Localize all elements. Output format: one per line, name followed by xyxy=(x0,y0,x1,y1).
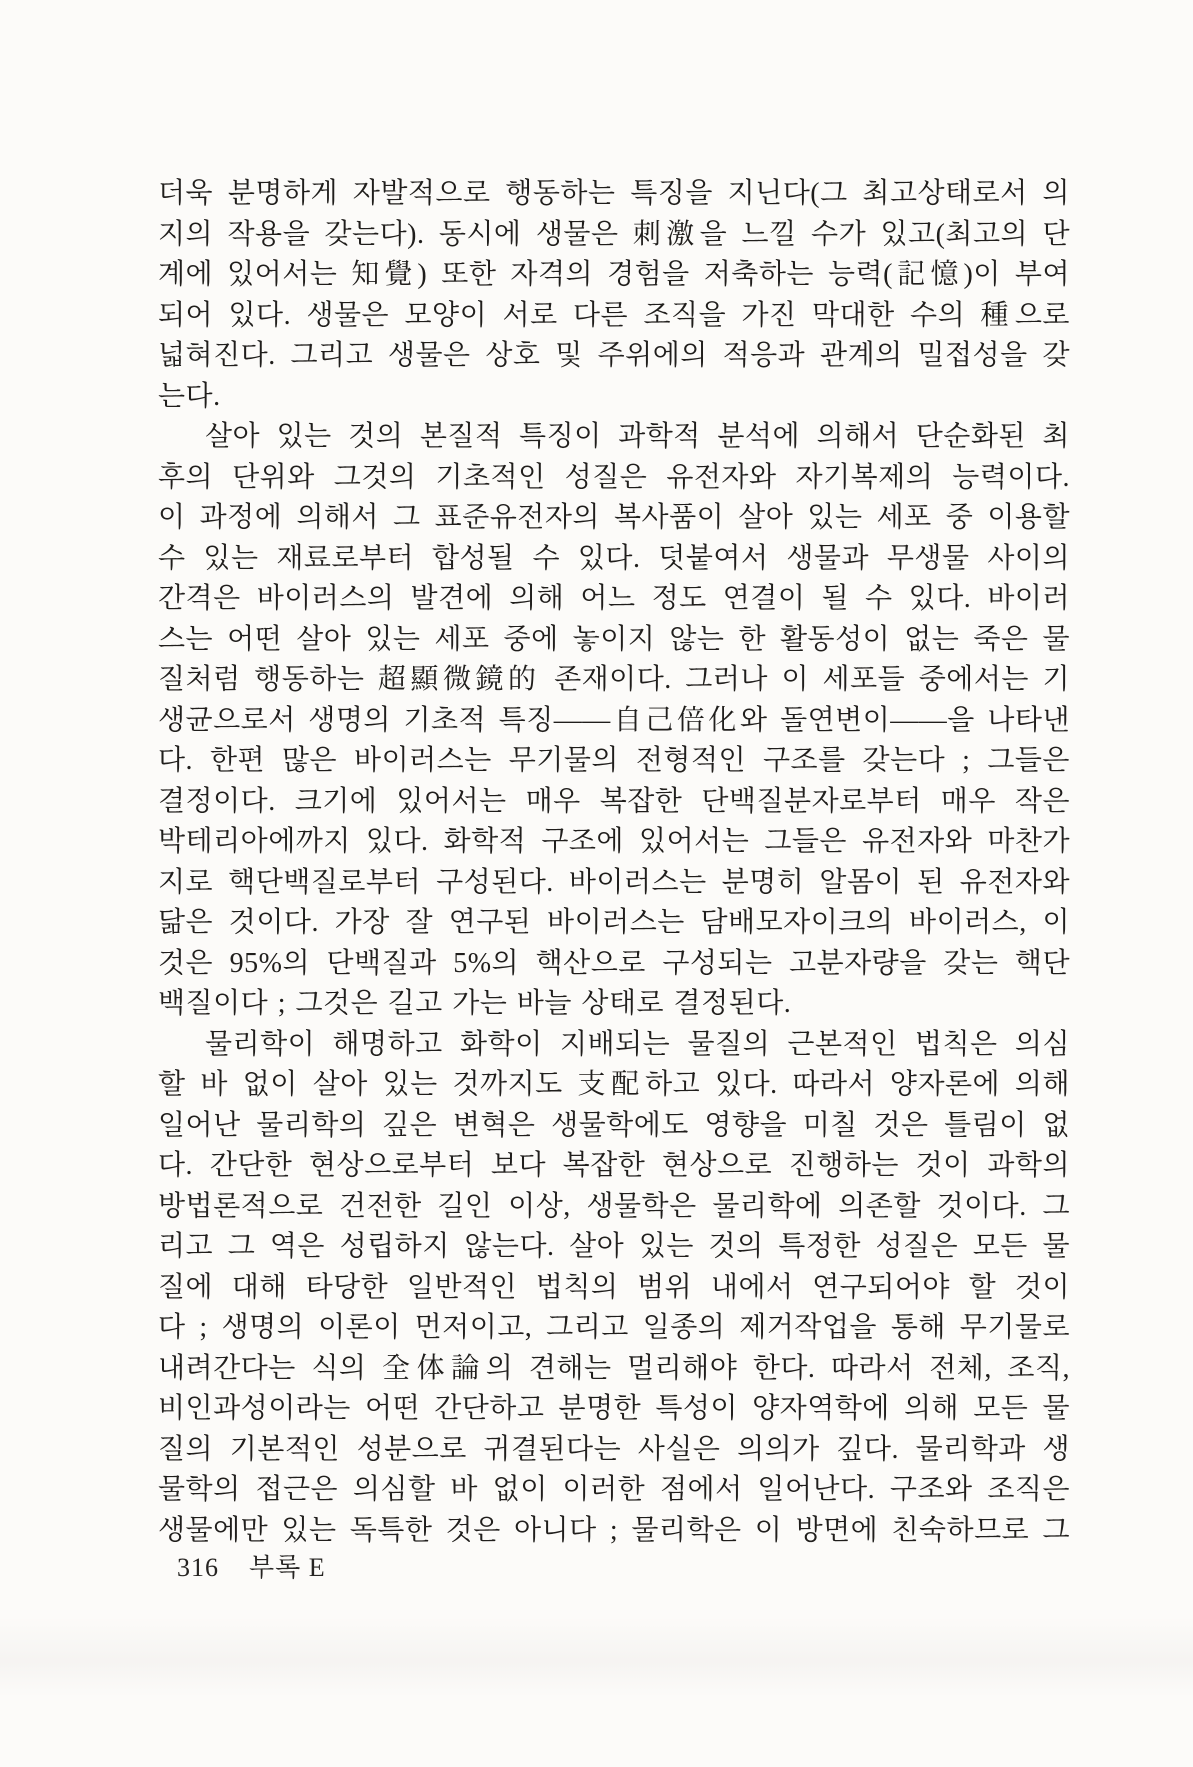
text-line: 물학의 접근은 의심할 바 없이 이러한 점에서 일어난다. 구조와 조직은 xyxy=(158,1474,1070,1505)
text-line: 결정이다. 크기에 있어서는 매우 복잡한 단백질분자로부터 매우 작은 xyxy=(158,785,1070,817)
text-line: 질처럼 행동하는 超顯微鏡的 존재이다. 그러나 이 세포들 중에서는 기 xyxy=(158,664,1070,695)
text-line: 일어난 물리학의 깊은 변혁은 생물학에도 영향을 미칠 것은 틀림이 없 xyxy=(158,1109,1070,1141)
text-line: 내려간다는 식의 全体論의 견해는 멀리해야 한다. 따라서 전체, 조직, xyxy=(158,1352,1070,1384)
text-line: 물리학이 해명하고 화학이 지배되는 물질의 근본적인 법칙은 의심 xyxy=(205,1028,1070,1060)
text-line: 는다. xyxy=(158,380,221,412)
scan-artifact xyxy=(0,1617,1193,1697)
text-line: 질에 대해 타당한 일반적인 법칙의 범위 내에서 연구되어야 할 것이 xyxy=(158,1271,1070,1303)
section-label: 부록 E xyxy=(249,1553,326,1582)
text-line: 것은 95%의 단백질과 5%의 핵산으로 구성되는 고분자량을 갖는 핵단 xyxy=(158,947,1070,979)
text-line: 닮은 것이다. 가장 잘 연구된 바이러스는 담배모자이크의 바이러스, 이 xyxy=(158,907,1070,938)
paragraph xyxy=(158,1025,1070,1552)
text-line: 다. 간단한 현상으로부터 보다 복잡한 현상으로 진행하는 것이 과학의 xyxy=(158,1150,1070,1181)
page-footer xyxy=(177,1551,326,1585)
text-line: 이 과정에 의해서 그 표준유전자의 복사품이 살아 있는 세포 중 이용할 xyxy=(158,502,1070,533)
text-line: 백질이다 ; 그것은 길고 가는 바늘 상태로 결정된다. xyxy=(158,988,792,1019)
page-number: 316 xyxy=(177,1553,219,1582)
text-line: 되어 있다. 생물은 모양이 서로 다른 조직을 가진 막대한 수의 種으로 xyxy=(158,299,1070,331)
text-line: 넓혀진다. 그리고 생물은 상호 및 주위에의 적응과 관계의 밀접성을 갖 xyxy=(158,340,1070,371)
text-line: 지로 핵단백질로부터 구성된다. 바이러스는 분명히 알몸이 된 유전자와 xyxy=(158,866,1070,898)
text-line: 생균으로서 생명의 기초적 특징——自己倍化와 돌연변이——을 나타낸 xyxy=(158,704,1070,736)
text-line: 간격은 바이러스의 발견에 의해 어느 정도 연결이 될 수 있다. 바이러 xyxy=(158,583,1070,614)
text-line: 박테리아에까지 있다. 화학적 구조에 있어서는 그들은 유전자와 마찬가 xyxy=(158,826,1070,857)
text-line: 방법론적으로 건전한 길인 이상, 생물학은 물리학에 의존할 것이다. 그 xyxy=(158,1190,1070,1222)
paragraph xyxy=(158,417,1070,1025)
text-line: 질의 기본적인 성분으로 귀결된다는 사실은 의의가 깊다. 물리학과 생 xyxy=(158,1433,1070,1465)
text-line: 생물에만 있는 독특한 것은 아니다 ; 물리학은 이 방면에 친숙하므로 그 xyxy=(158,1514,1070,1546)
text-line: 지의 작용을 갖는다). 동시에 생물은 刺激을 느낄 수가 있고(최고의 단 xyxy=(158,218,1070,250)
text-line: 수 있는 재료로부터 합성될 수 있다. 덧붙여서 생물과 무생물 사이의 xyxy=(158,542,1070,574)
paragraph xyxy=(158,174,1070,417)
text-line: 비인과성이라는 어떤 간단하고 분명한 특성이 양자역학에 의해 모든 물 xyxy=(158,1393,1070,1424)
text-line: 계에 있어서는 知覺) 또한 자격의 경험을 저축하는 능력(記憶)이 부여 xyxy=(158,259,1070,290)
text-line: 살아 있는 것의 본질적 특징이 과학적 분석에 의해서 단순화된 최 xyxy=(205,421,1070,452)
text-line: 스는 어떤 살아 있는 세포 중에 놓이지 않는 한 활동성이 없는 죽은 물 xyxy=(158,623,1070,655)
text-line: 다. 한편 많은 바이러스는 무기물의 전형적인 구조를 갖는다 ; 그들은 xyxy=(158,745,1070,776)
text-line: 할 바 없이 살아 있는 것까지도 支配하고 있다. 따라서 양자론에 의해 xyxy=(158,1069,1070,1100)
text-line: 후의 단위와 그것의 기초적인 성질은 유전자와 자기복제의 능력이다. xyxy=(158,461,1070,493)
text-line: 더욱 분명하게 자발적으로 행동하는 특징을 지닌다(그 최고상태로서 의 xyxy=(158,178,1070,209)
text-line: 다 ; 생명의 이론이 먼저이고, 그리고 일종의 제거작업을 통해 무기물로 xyxy=(158,1312,1070,1343)
text-line: 리고 그 역은 성립하지 않는다. 살아 있는 것의 특정한 성질은 모든 물 xyxy=(158,1231,1070,1262)
body-text xyxy=(158,174,1070,1551)
